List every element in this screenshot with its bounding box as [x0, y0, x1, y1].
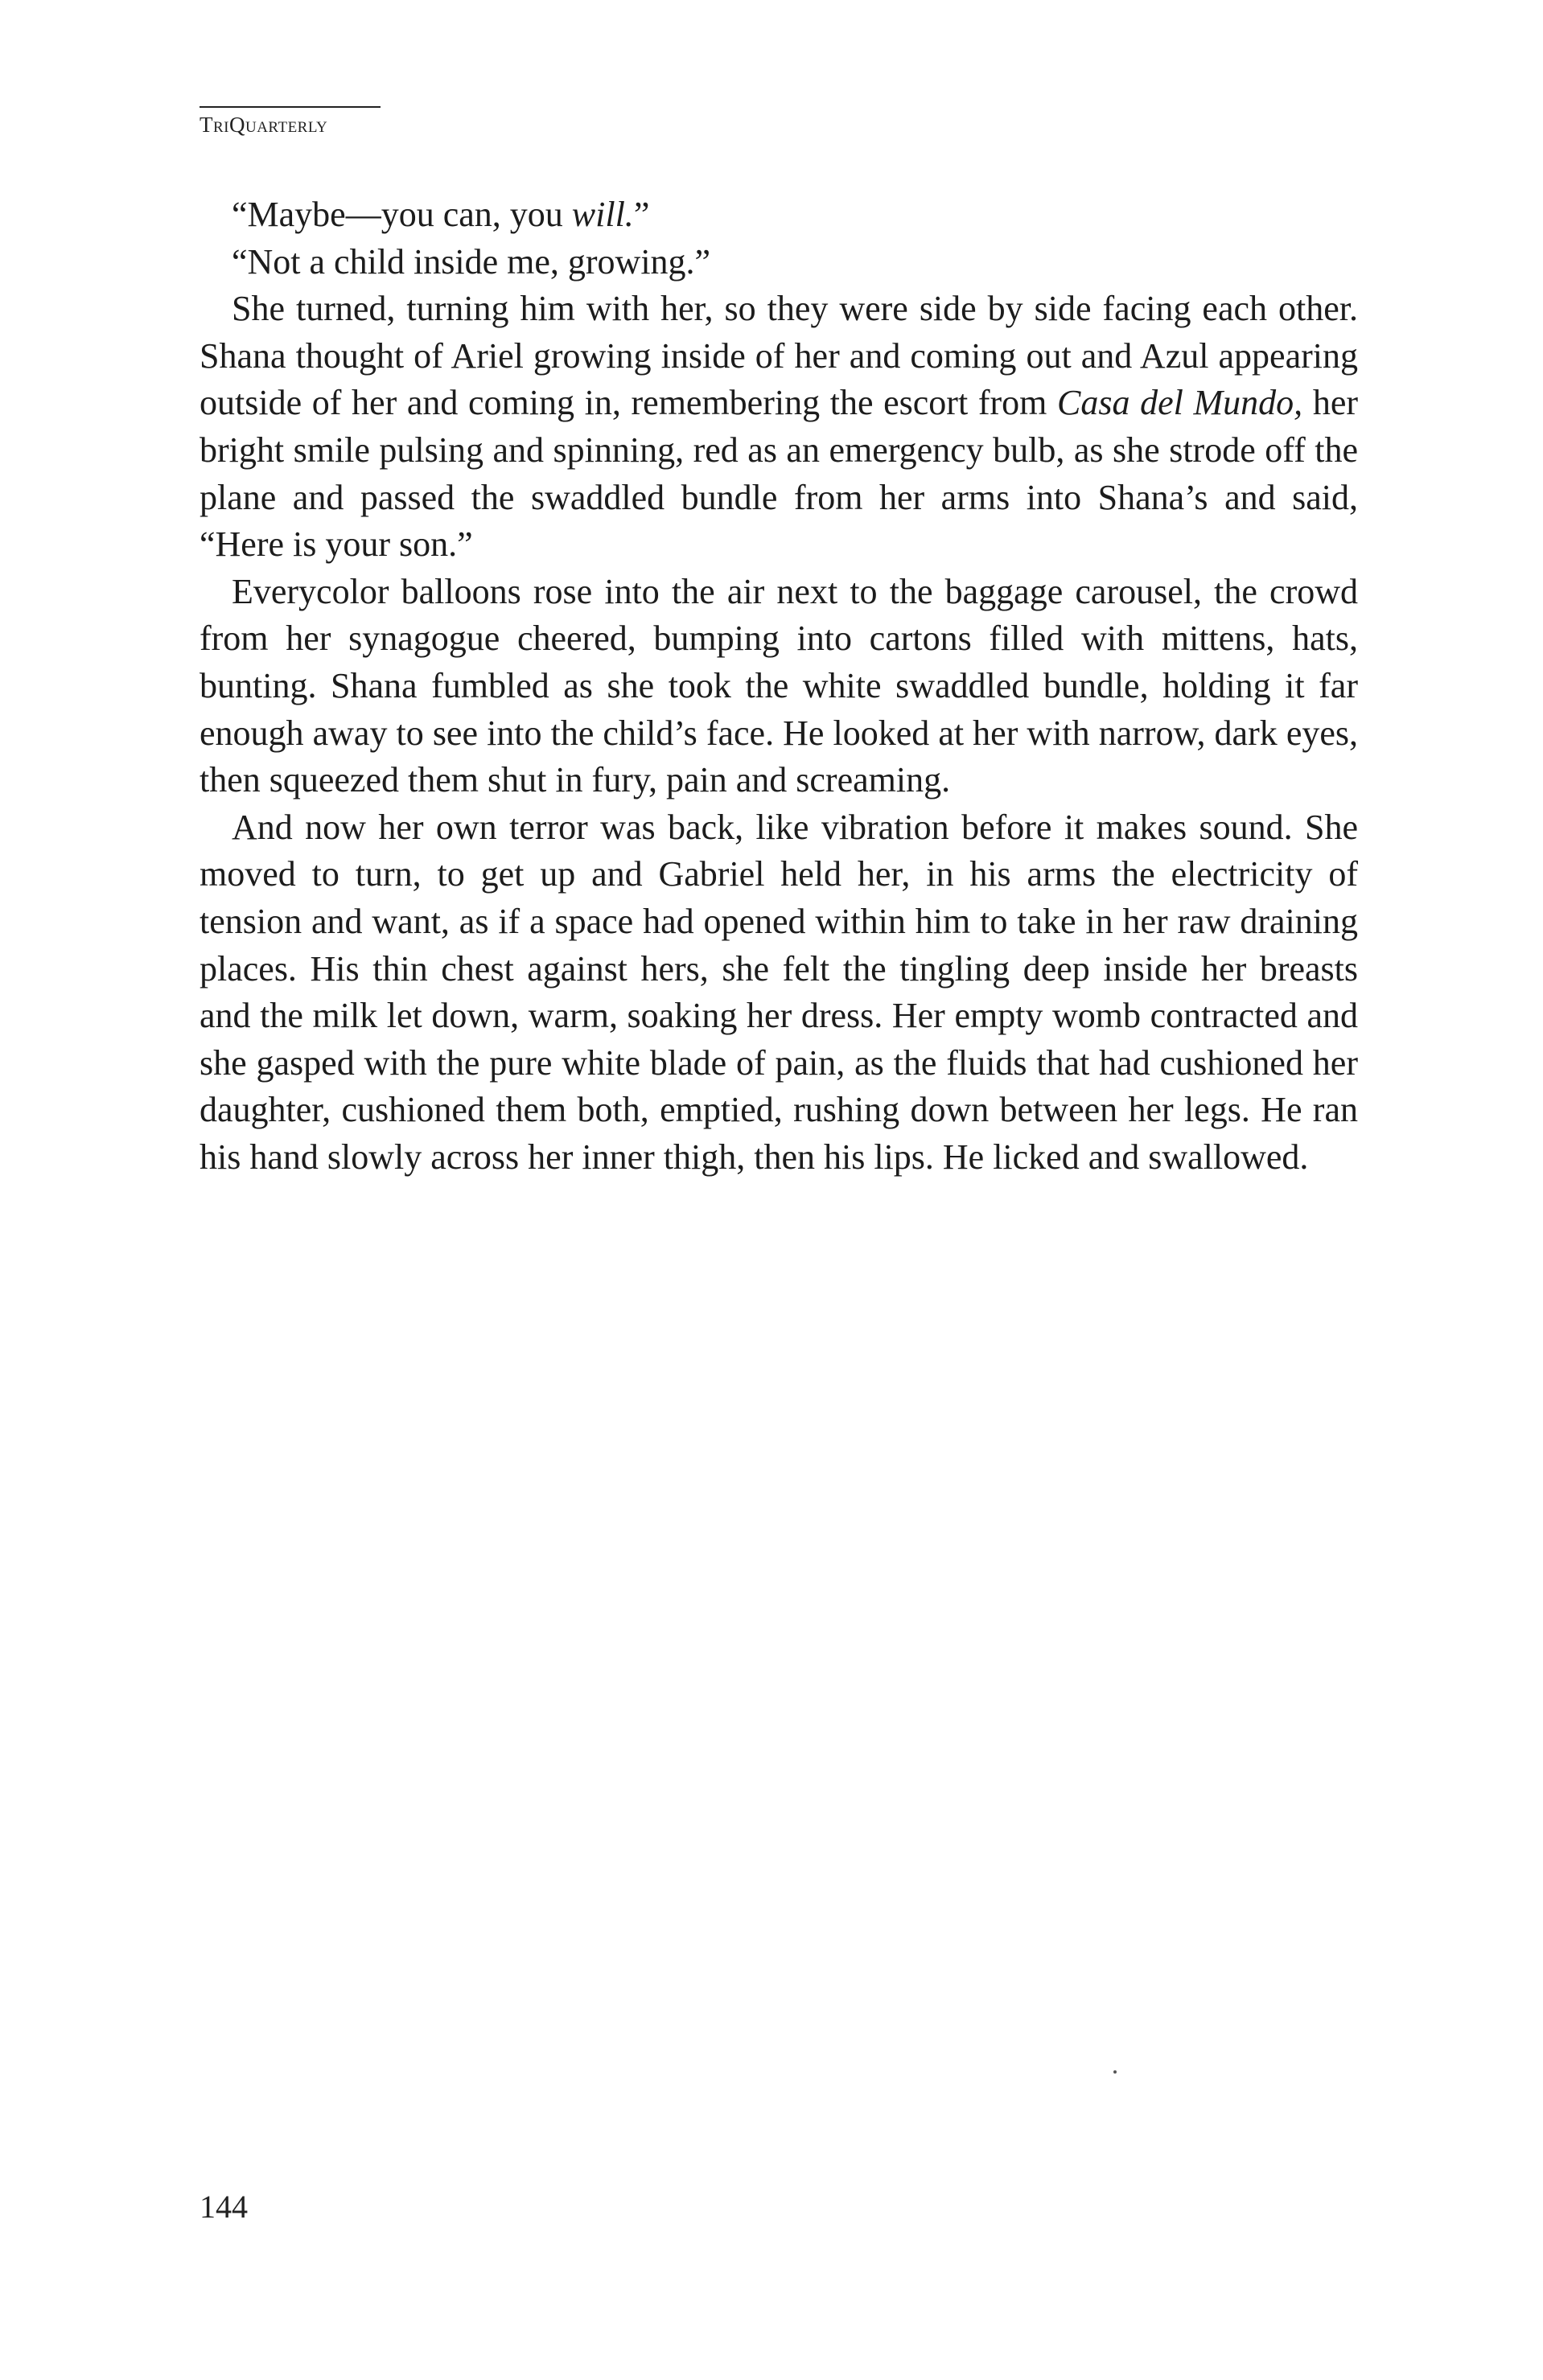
body-text [200, 191, 1358, 1181]
print-speck [1113, 2070, 1117, 2074]
paragraph-5: And now her own terror was back, like vibration before it makes sound. She moved to turn, to get up and Gabriel held her, in his arms the electricity of tension and want, as if a space had opened within him to take in her raw draining places. His thin chest against hers, she felt the tingling deep inside her breasts and the milk let down, warm, soaking her dress. Her empty womb contracted and she gasped with the pure white blade of pain, as the fluids that had cushioned her daughter, cushioned them both, emptied, rushing down between her legs. He ran his hand slowly across her inner thigh, then his lips. He licked and swallowed. [200, 807, 1358, 1177]
running-head: TriQuarterly [200, 106, 381, 138]
paragraph-2: “Not a child inside me, growing.” [232, 241, 711, 282]
paragraph-4: Everycolor balloons rose into the air next to the baggage carousel, the crowd from her synagogue cheered, bumping into cartons filled with mittens, hats, bunting. Shana fumbled as she took the white swaddled bundle, holding it far enough away to see into the child’s face. He looked at her with narrow, dark eyes, then squeezed them shut in fury, pain and screaming. [200, 571, 1358, 800]
paragraph-3: She turned, turning him with her, so they were side by side facing each other. Shana thought of Ariel growing inside of her and coming out and Azul appearing outside of her and coming in, remembering the escort from Casa del Mundo, her bright smile pulsing and spinning, red as an emergency bulb, as she strode off the plane and passed the swaddled bundle from her arms into Shana’s and said, “Here is your son.” [200, 289, 1358, 565]
page-number: 144 [200, 2189, 248, 2225]
paragraph-1: “Maybe—you can, you will.” [232, 195, 650, 234]
